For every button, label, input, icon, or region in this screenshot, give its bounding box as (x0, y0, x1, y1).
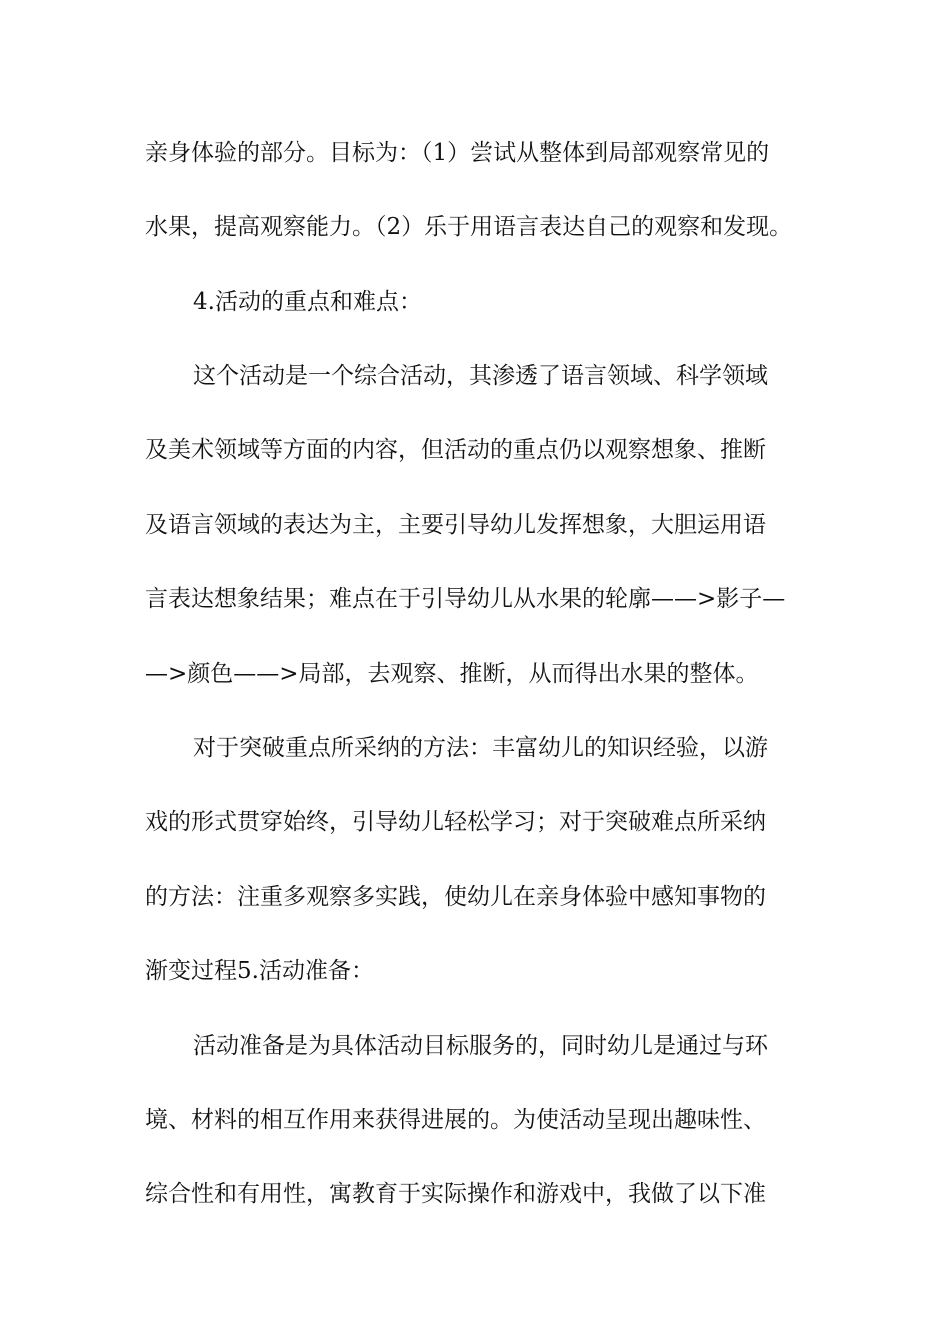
text-line-13: 活动准备是为具体活动目标服务的，同时幼儿是通过与环 (193, 1033, 768, 1059)
text-line-6: 及语言领域的表达为主，主要引导幼儿发挥想象，大胆运用语 (145, 512, 766, 538)
text-line-10: 戏的形式贯穿始终，引导幼儿轻松学习；对于突破难点所采纳 (145, 809, 766, 835)
text-line-7: 言表达想象结果；难点在于引导幼儿从水果的轮廓——>影子— (145, 586, 786, 612)
text-line-1: 亲身体验的部分。目标为：（1）尝试从整体到局部观察常见的 (145, 140, 770, 166)
text-line-4: 这个活动是一个综合活动，其渗透了语言领域、科学领域 (193, 363, 768, 389)
text-line-14: 境、材料的相互作用来获得进展的。为使活动呈现出趣味性、 (145, 1107, 766, 1133)
text-line-15: 综合性和有用性，寓教育于实际操作和游戏中，我做了以下准 (145, 1181, 766, 1207)
section-heading-4: 4.活动的重点和难点： (193, 289, 422, 315)
text-line-11: 的方法：注重多观察多实践，使幼儿在亲身体验中感知事物的 (145, 884, 766, 910)
text-line-9: 对于突破重点所采纳的方法：丰富幼儿的知识经验，以游 (193, 735, 768, 761)
text-line-8: —>颜色——>局部，去观察、推断，从而得出水果的整体。 (145, 661, 759, 687)
text-line-5: 及美术领域等方面的内容，但活动的重点仍以观察想象、推断 (145, 437, 766, 463)
text-line-2: 水果，提高观察能力。（2）乐于用语言表达自己的观察和发现。 (145, 214, 793, 240)
text-line-12: 渐变过程5.活动准备： (145, 958, 374, 984)
